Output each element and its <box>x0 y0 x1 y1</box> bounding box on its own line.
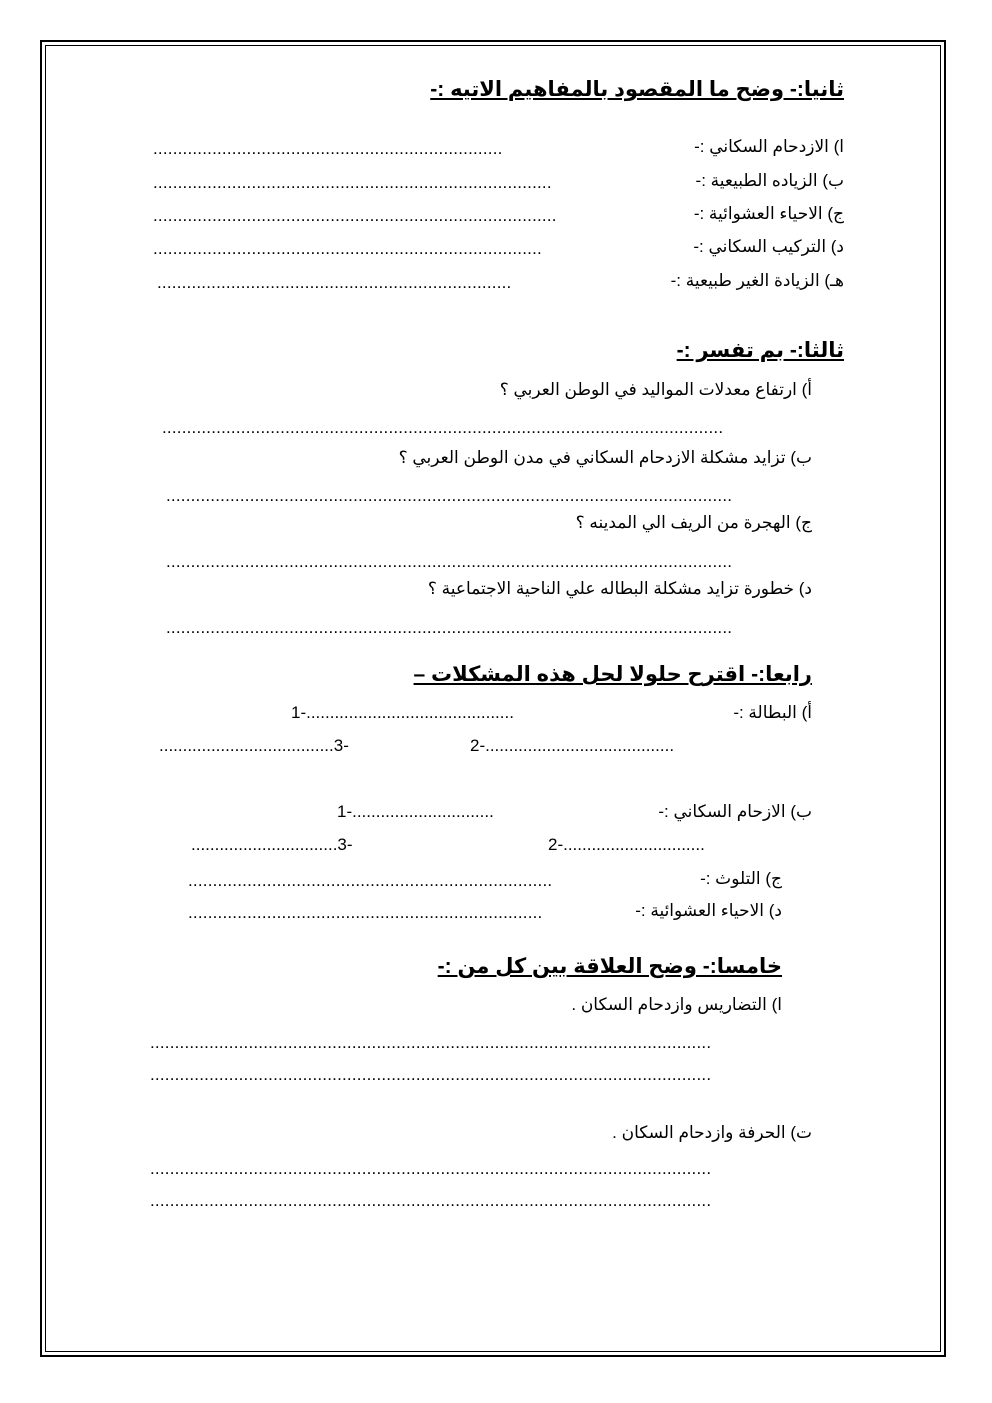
section3-title: ثالثا:- بم تفسر :- <box>676 339 844 362</box>
section5-title: خامسا:- وضح العلاقة بين كل من :- <box>437 955 782 978</box>
s3-item-answer: ................................................................................................................... <box>166 552 733 571</box>
s5-item-label: ت) الحرفة وازدحام السكان . <box>612 1123 812 1142</box>
section2-title: ثانيا:- وضح ما المقصود بالمفاهيم الاتيه :- <box>430 78 844 101</box>
s2-item-label: ا) الازدحام السكاني :- <box>694 137 844 156</box>
s3-item-label: د) خطورة تزايد مشكلة البطاله علي الناحية الاجتماعية ؟ <box>427 579 812 598</box>
s4b-answer-1: 1-.............................. <box>337 802 494 821</box>
s4b-answer-3: ...............................3- <box>191 835 353 854</box>
s4a-answer-1: 1-............................................ <box>291 703 514 722</box>
s5-item-label: ا) التضاريس وازدحام السكان . <box>571 995 782 1014</box>
s3-item-label: أ) ارتفاع معدلات المواليد في الوطن العربي ؟ <box>499 380 812 399</box>
section4-title: رابعا:- اقترح حلولا لحل هذه المشكلات – <box>413 663 812 686</box>
s4c-label: ج) التلوث :- <box>700 869 782 888</box>
s4a-answer-3: .....................................3- <box>159 736 349 755</box>
s4d-label: د) الاحياء العشوائية :- <box>635 901 782 920</box>
s2-item-answer: ........................................................................ <box>157 273 512 292</box>
s2-item-label: د) التركيب السكاني :- <box>693 237 844 256</box>
s3-item-answer: ................................................................................................................... <box>166 618 733 637</box>
s5-item-line: .................................................................................................................. <box>150 1065 712 1084</box>
s3-item-answer: .................................................................................................................. <box>162 418 724 437</box>
s4a-label: أ) البطالة :- <box>733 703 812 722</box>
s2-item-answer: .................................................................................. <box>153 206 557 225</box>
s4c-answer: .......................................................................... <box>188 871 553 890</box>
s2-item-label: هـ) الزيادة الغير طبيعية :- <box>670 271 844 290</box>
s5-item-line: .................................................................................................................. <box>150 1191 712 1210</box>
s3-item-label: ب) تزايد مشكلة الازدحام السكاني في مدن الوطن العربي ؟ <box>398 448 812 467</box>
s2-item-label: ب) الزياده الطبيعية :- <box>695 171 844 190</box>
s5-item-line: .................................................................................................................. <box>150 1159 712 1178</box>
s2-item-answer: ....................................................................... <box>153 139 503 158</box>
s2-item-answer: ............................................................................... <box>153 239 542 258</box>
s3-item-label: ج) الهجرة من الريف الي المدينه ؟ <box>575 513 812 532</box>
s4a-answer-2: 2-........................................ <box>470 736 675 755</box>
s4b-answer-2: 2-.............................. <box>548 835 705 854</box>
s4b-label: ب) الازحام السكاني :- <box>658 802 812 821</box>
s3-item-answer: ................................................................................................................... <box>166 486 733 505</box>
s5-item-line: .................................................................................................................. <box>150 1033 712 1052</box>
s2-item-answer: ................................................................................. <box>153 173 552 192</box>
s4d-answer: ........................................................................ <box>188 903 543 922</box>
s2-item-label: ج) الاحياء العشوائية :- <box>693 204 844 223</box>
